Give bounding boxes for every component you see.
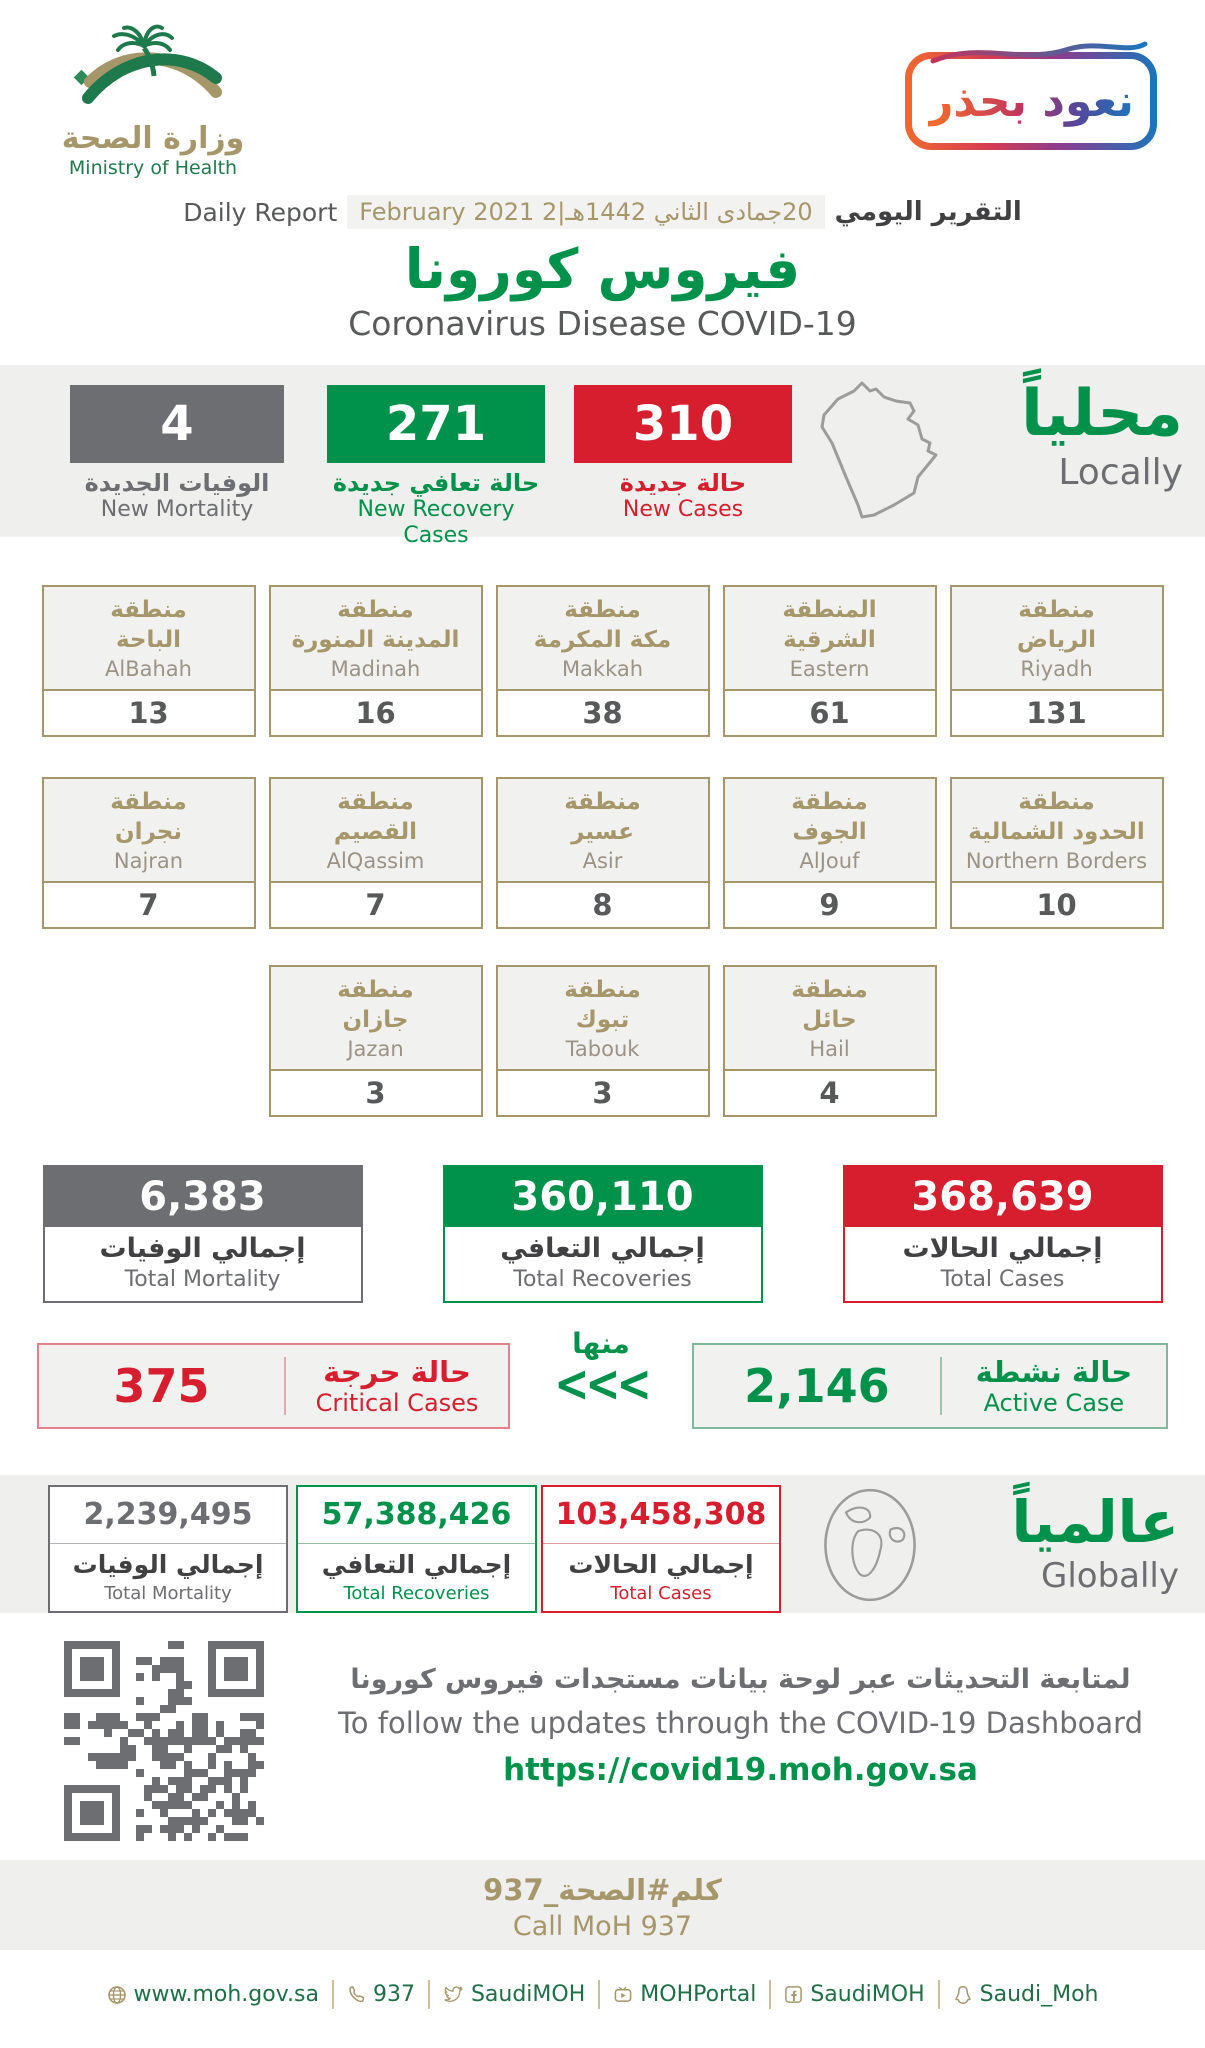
region-name-en: Asir	[582, 849, 623, 873]
region-card-aljouf	[723, 777, 937, 929]
page-title-english: Coronavirus Disease COVID-19	[348, 304, 857, 343]
saudi-arabia-map-icon	[818, 381, 950, 523]
active-case-value: 2,146	[744, 1359, 890, 1413]
qr-code	[64, 1641, 264, 1845]
region-count: 61	[809, 696, 850, 730]
globally-section	[0, 1475, 1205, 1613]
region-name-en: Jazan	[347, 1037, 404, 1061]
region-name-en: Tabouk	[565, 1037, 640, 1061]
new-cases-value: 310	[574, 385, 792, 463]
region-card-madinah	[269, 585, 483, 737]
region-count: 8	[592, 888, 613, 922]
daily-report-label-ar: التقرير اليومي	[834, 197, 1022, 227]
region-header	[498, 967, 708, 1071]
region-name-en: Northern Borders	[965, 849, 1148, 873]
report-date: 20جمادى الثاني 1442هـ|2 February 2021	[359, 198, 813, 226]
footer-twitter-label: SaudiMOH	[470, 1982, 586, 2007]
global-mortality-box	[48, 1485, 288, 1613]
region-count: 10	[1036, 888, 1077, 922]
new-recovery-label-en: New Recovery Cases	[357, 497, 515, 548]
global-cases-label-ar: إجمالي الحالات	[568, 1550, 754, 1579]
footer-youtube-label: MOHPortal	[640, 1982, 757, 2007]
active-case-label-en: Active Case	[983, 1389, 1125, 1417]
dashboard-url-link[interactable]: https://covid19.moh.gov.sa	[503, 1752, 978, 1788]
total-mortality-label-en: Total Mortality	[124, 1267, 281, 1292]
region-card-eastern	[723, 585, 937, 737]
region-count: 7	[138, 888, 159, 922]
region-name-en: Makkah	[561, 657, 644, 681]
new-recovery-label-ar: حالة تعافي جديدة	[332, 469, 540, 497]
critical-cases-box	[37, 1343, 510, 1429]
total-recoveries-value: 360,110	[445, 1167, 761, 1227]
region-name-en: Hail	[809, 1037, 850, 1061]
call-moh-band	[0, 1860, 1205, 1950]
footer-twitter-link[interactable]	[428, 1980, 598, 2009]
snapchat-icon	[953, 1985, 973, 2005]
footer-website-label: www.moh.gov.sa	[133, 1982, 319, 2007]
region-count: 4	[819, 1076, 840, 1110]
moh-emblem-icon	[68, 22, 238, 118]
region-card-asir	[496, 777, 710, 929]
region-card-riyadh	[950, 585, 1164, 737]
of-which-indicator	[554, 1327, 648, 1413]
total-cases-value: 368,639	[845, 1167, 1161, 1227]
globally-heading	[1011, 1489, 1179, 1597]
dashboard-text-ar: لمتابعة التحديثات عبر لوحة بيانات مستجدات فيروس كورونا	[350, 1664, 1131, 1695]
globally-heading-en: Globally	[1040, 1556, 1179, 1596]
region-header	[271, 779, 481, 883]
global-mortality-label-ar: إجمالي الوفيات	[72, 1550, 264, 1579]
call-moh-hashtag: كلم#الصحة_937	[483, 1873, 722, 1907]
region-header	[498, 779, 708, 883]
region-name-ar: منطقة المدينة المنورة	[291, 597, 460, 653]
region-card-northern-borders	[950, 777, 1164, 929]
region-name-ar: منطقة الحدود الشمالية	[968, 789, 1145, 845]
critical-cases-label-en: Critical Cases	[315, 1389, 479, 1417]
region-name-ar: منطقة جازان	[337, 977, 414, 1033]
region-name-en: AlQassim	[326, 849, 425, 873]
new-mortality-value: 4	[70, 385, 284, 463]
badge-swoosh-icon	[929, 39, 1149, 65]
new-mortality-label-ar: الوفيات الجديدة	[84, 469, 270, 497]
locally-heading-en: Locally	[1058, 452, 1183, 493]
region-name-ar: منطقة مكة المكرمة	[533, 597, 672, 653]
badge-inner	[912, 59, 1150, 143]
new-cases-label-ar: حالة جديدة	[619, 469, 747, 497]
dashboard-section	[0, 1641, 1205, 1846]
region-name-en: Najran	[113, 849, 184, 873]
region-header	[271, 587, 481, 691]
badge-text: نعود بحذر	[928, 75, 1134, 127]
global-mortality-label-en: Total Mortality	[104, 1583, 232, 1604]
dashboard-text	[300, 1659, 1181, 1795]
region-header	[725, 967, 935, 1071]
region-header	[271, 967, 481, 1071]
region-count: 3	[592, 1076, 613, 1110]
total-cases-label-ar: إجمالي الحالات	[902, 1233, 1103, 1264]
global-recoveries-label-en: Total Recoveries	[343, 1583, 490, 1604]
locally-heading-ar: محلياً	[1020, 377, 1183, 451]
new-recovery-value: 271	[327, 385, 545, 463]
total-cases-label-en: Total Cases	[940, 1267, 1065, 1292]
region-name-ar: منطقة القصيم	[333, 789, 418, 845]
region-card-najran	[42, 777, 256, 929]
region-name-en: Riyadh	[1020, 657, 1093, 681]
critical-cases-value: 375	[113, 1359, 210, 1413]
footer-phone-label: 937	[372, 1982, 415, 2007]
new-mortality-label-en: New Mortality	[100, 497, 254, 522]
critical-active-row	[0, 1327, 1205, 1429]
global-recoveries-value: 57,388,426	[298, 1487, 535, 1544]
region-row-3	[0, 965, 1205, 1117]
footer-snapchat-label: Saudi_Moh	[979, 1982, 1099, 2007]
critical-cases-labels	[286, 1355, 508, 1417]
youtube-icon	[613, 1985, 633, 2004]
region-name-ar: منطقة نجران	[110, 789, 187, 845]
total-recoveries-labels	[445, 1227, 761, 1301]
of-which-label: منها	[572, 1327, 630, 1360]
total-cases-labels	[845, 1227, 1161, 1301]
new-cases-stat	[574, 385, 792, 523]
daily-report-label-en: Daily Report	[183, 197, 338, 227]
region-card-tabouk	[496, 965, 710, 1117]
region-name-ar: منطقة حائل	[791, 977, 868, 1033]
region-name-en: Eastern	[789, 657, 870, 681]
region-name-ar: منطقة تبوك	[564, 977, 641, 1033]
global-cases-box	[541, 1485, 781, 1613]
active-case-labels	[942, 1355, 1166, 1417]
global-mortality-value: 2,239,495	[50, 1487, 286, 1544]
region-name-ar: منطقة عسير	[564, 789, 641, 845]
region-count: 3	[365, 1076, 386, 1110]
locally-heading	[1021, 377, 1183, 495]
region-name-ar: المنطقة الشرقية	[782, 597, 877, 653]
active-case-box	[692, 1343, 1168, 1429]
region-count: 38	[582, 696, 623, 730]
global-cases-value: 103,458,308	[543, 1487, 779, 1544]
call-moh-english: Call MoH 937	[512, 1911, 693, 1942]
dashboard-text-en: To follow the updates through the COVID-19 Dashboard	[338, 1706, 1143, 1740]
region-name-en: Madinah	[330, 657, 421, 681]
region-count: 13	[128, 696, 169, 730]
globe-icon	[812, 1485, 928, 1605]
region-count: 16	[355, 696, 396, 730]
new-cases-label-en: New Cases	[622, 497, 744, 522]
new-mortality-stat	[70, 385, 284, 523]
twitter-icon	[443, 1985, 464, 2004]
region-row-2	[0, 777, 1205, 929]
moh-logo	[48, 22, 258, 180]
footer-youtube-link[interactable]	[598, 1980, 769, 2009]
footer-facebook-label: SaudiMOH	[810, 1982, 925, 2007]
region-card-alqassim	[269, 777, 483, 929]
region-header	[44, 587, 254, 691]
region-header	[952, 587, 1162, 691]
total-recoveries-box	[443, 1165, 763, 1303]
ministry-name-arabic: وزارة الصحة	[61, 121, 245, 156]
region-card-hail	[723, 965, 937, 1117]
chevrons-left-icon: <<<	[554, 1354, 648, 1413]
region-name-en: AlBahah	[105, 657, 192, 681]
region-header	[725, 779, 935, 883]
total-recoveries-label-ar: إجمالي التعافي	[500, 1233, 705, 1264]
region-count: 7	[365, 888, 386, 922]
totals-row	[0, 1165, 1205, 1303]
active-case-label-ar: حالة نشطة	[975, 1355, 1133, 1389]
globe-icon	[107, 1985, 127, 2005]
total-cases-box	[843, 1165, 1163, 1303]
region-card-jazan	[269, 965, 483, 1117]
total-mortality-label-ar: إجمالي الوفيات	[99, 1233, 306, 1264]
footer-contact-bar	[0, 1980, 1205, 2009]
region-row-1	[0, 585, 1205, 737]
total-mortality-box	[43, 1165, 363, 1303]
region-count: 131	[1026, 696, 1087, 730]
header	[0, 0, 1205, 185]
region-name-ar: منطقة الرياض	[1016, 597, 1097, 653]
total-recoveries-label-en: Total Recoveries	[513, 1267, 692, 1292]
ministry-name-english: Ministry of Health	[68, 157, 238, 179]
global-cases-label-en: Total Cases	[610, 1583, 712, 1604]
new-recovery-stat	[327, 385, 545, 549]
region-header	[952, 779, 1162, 883]
region-count: 9	[819, 888, 840, 922]
report-date-pill	[347, 195, 824, 229]
region-name-ar: منطقة الباحة	[110, 597, 187, 653]
region-card-albahah	[42, 585, 256, 737]
region-header	[44, 779, 254, 883]
footer-facebook-link[interactable]	[769, 1980, 937, 2009]
page-title-arabic: فيروس كورونا	[404, 237, 801, 301]
facebook-icon	[784, 1985, 803, 2004]
global-recoveries-box	[296, 1485, 537, 1613]
footer-snapchat-link[interactable]	[938, 1980, 1112, 2009]
footer-phone-link[interactable]	[332, 1980, 428, 2009]
region-name-ar: منطقة الجوف	[791, 789, 868, 845]
return-with-caution-badge	[905, 52, 1157, 150]
globally-heading-ar: عالمياً	[1011, 1488, 1179, 1556]
region-card-makkah	[496, 585, 710, 737]
region-header	[498, 587, 708, 691]
region-header	[725, 587, 935, 691]
footer-website-link[interactable]	[94, 1980, 332, 2009]
report-title-row	[0, 191, 1205, 233]
qr-code-icon	[64, 1641, 264, 1841]
region-name-en: AlJouf	[799, 849, 860, 873]
global-recoveries-label-ar: إجمالي التعافي	[321, 1550, 512, 1579]
phone-icon	[347, 1985, 366, 2004]
critical-cases-label-ar: حالة حرجة	[323, 1355, 471, 1389]
total-mortality-labels	[45, 1227, 361, 1301]
total-mortality-value: 6,383	[45, 1167, 361, 1227]
locally-section	[0, 365, 1205, 548]
